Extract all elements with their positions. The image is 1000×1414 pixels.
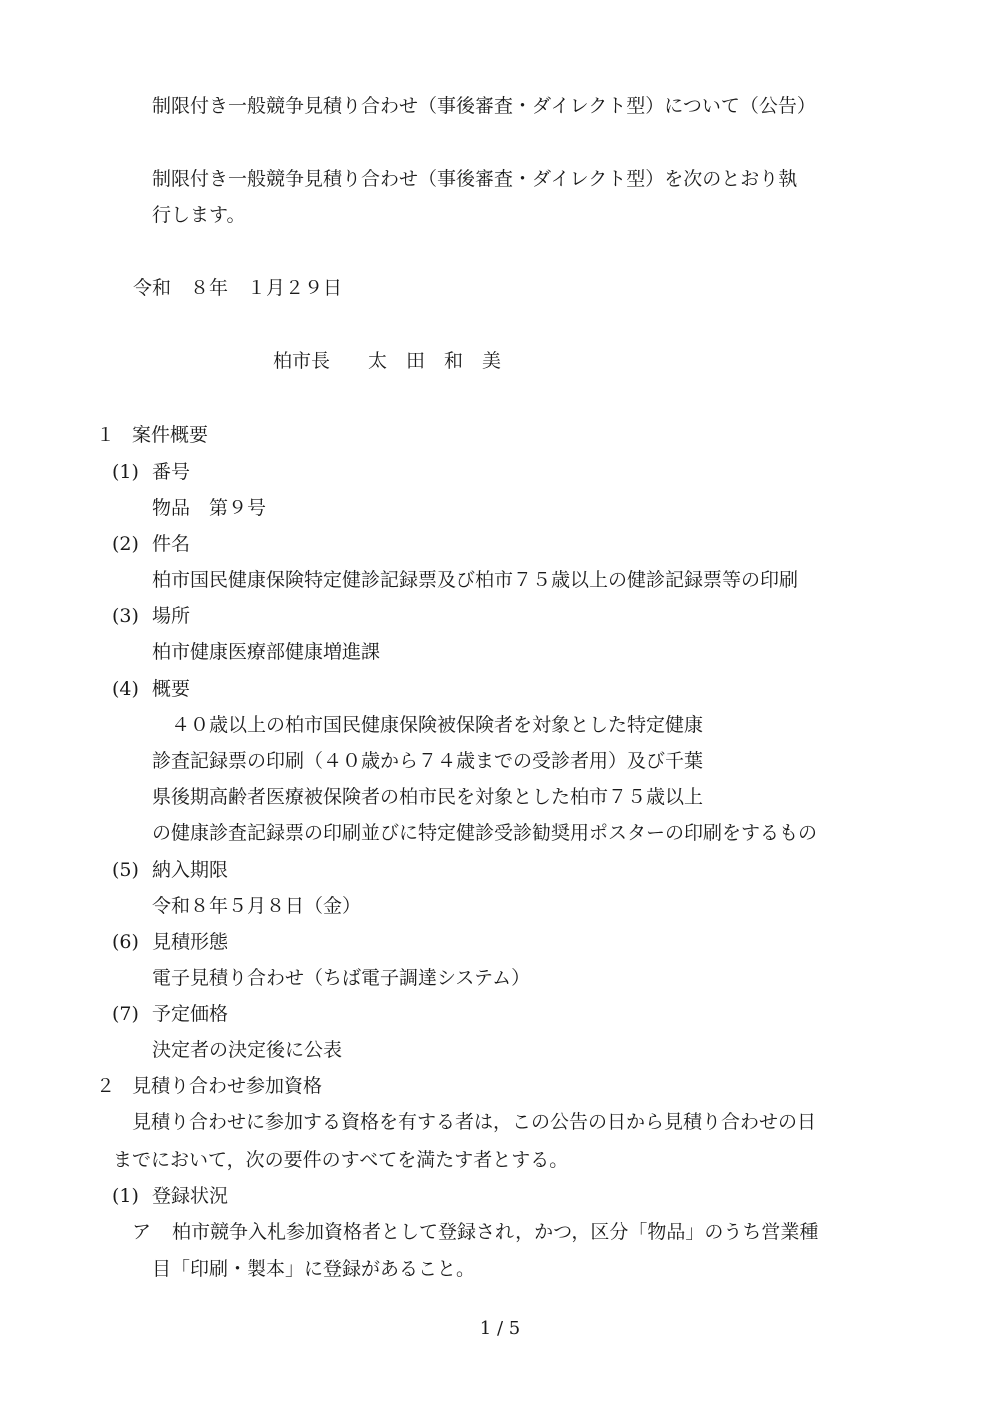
item-7-value: 決定者の決定後に公表: [152, 1039, 343, 1061]
item-1-label: 番号: [152, 461, 191, 483]
item-5-number: (5): [112, 859, 139, 881]
overview-line-2: 診査記録票の印刷（４０歳から７４歳までの受診者用）及び千葉: [152, 750, 704, 772]
intro-line-2: 行します。: [152, 204, 246, 226]
item-3-number: (3): [112, 605, 139, 627]
item-a-line-1: 柏市競争入札参加資格者として登録され，かつ，区分「物品」のうち営業種: [172, 1221, 819, 1243]
section-2-paragraph-line-1: 見積り合わせに参加する資格を有する者は，この公告の日から見積り合わせの日: [132, 1111, 817, 1133]
section-1-number: １: [96, 424, 116, 446]
sub-1-label: 登録状況: [152, 1185, 229, 1207]
issue-date: 令和 ８年 １月２９日: [133, 277, 343, 299]
item-2-value: 柏市国民健康保険特定健診記録票及び柏市７５歳以上の健診記録票等の印刷: [152, 569, 799, 591]
item-6-number: (6): [112, 931, 139, 953]
section-1-heading: 案件概要: [132, 424, 209, 446]
item-3-label: 場所: [152, 605, 191, 627]
intro-line-1: 制限付き一般競争見積り合わせ（事後審査・ダイレクト型）を次のとおり執: [152, 168, 798, 190]
section-2-paragraph-line-2: までにおいて，次の要件のすべてを満たす者とする。: [113, 1149, 569, 1171]
item-7-label: 予定価格: [152, 1003, 229, 1025]
item-5-label: 納入期限: [152, 859, 229, 881]
item-5-value: 令和８年５月８日（金）: [152, 895, 362, 917]
sub-1-number: (1): [112, 1185, 139, 1207]
item-1-value: 物品 第９号: [152, 497, 267, 519]
item-6-label: 見積形態: [152, 931, 229, 953]
overview-line-4: の健康診査記録票の印刷並びに特定健診受診勧奨用ポスターの印刷をするもの: [152, 822, 818, 844]
item-4-number: (4): [112, 678, 139, 700]
page-number: 1 / 5: [479, 1318, 521, 1339]
item-a-line-2: 目「印刷・製本」に登録があること。: [152, 1258, 476, 1280]
item-2-label: 件名: [152, 533, 191, 555]
item-3-value: 柏市健康医療部健康増進課: [152, 641, 381, 663]
signature: 柏市長 太 田 和 美: [273, 350, 502, 372]
overview-line-1: ４０歳以上の柏市国民健康保険被保険者を対象とした特定健康: [171, 714, 704, 736]
item-6-value: 電子見積り合わせ（ちば電子調達システム）: [152, 967, 531, 989]
document-title: 制限付き一般競争見積り合わせ（事後審査・ダイレクト型）について（公告）: [152, 95, 816, 117]
item-a-marker: ア: [132, 1221, 152, 1243]
item-4-label: 概要: [152, 678, 191, 700]
section-2-heading: 見積り合わせ参加資格: [132, 1075, 323, 1097]
section-2-number: ２: [96, 1075, 116, 1097]
item-1-number: (1): [112, 461, 139, 483]
item-2-number: (2): [112, 533, 139, 555]
overview-line-3: 県後期高齢者医療被保険者の柏市民を対象とした柏市７５歳以上: [152, 786, 704, 808]
item-7-number: (7): [112, 1003, 139, 1025]
